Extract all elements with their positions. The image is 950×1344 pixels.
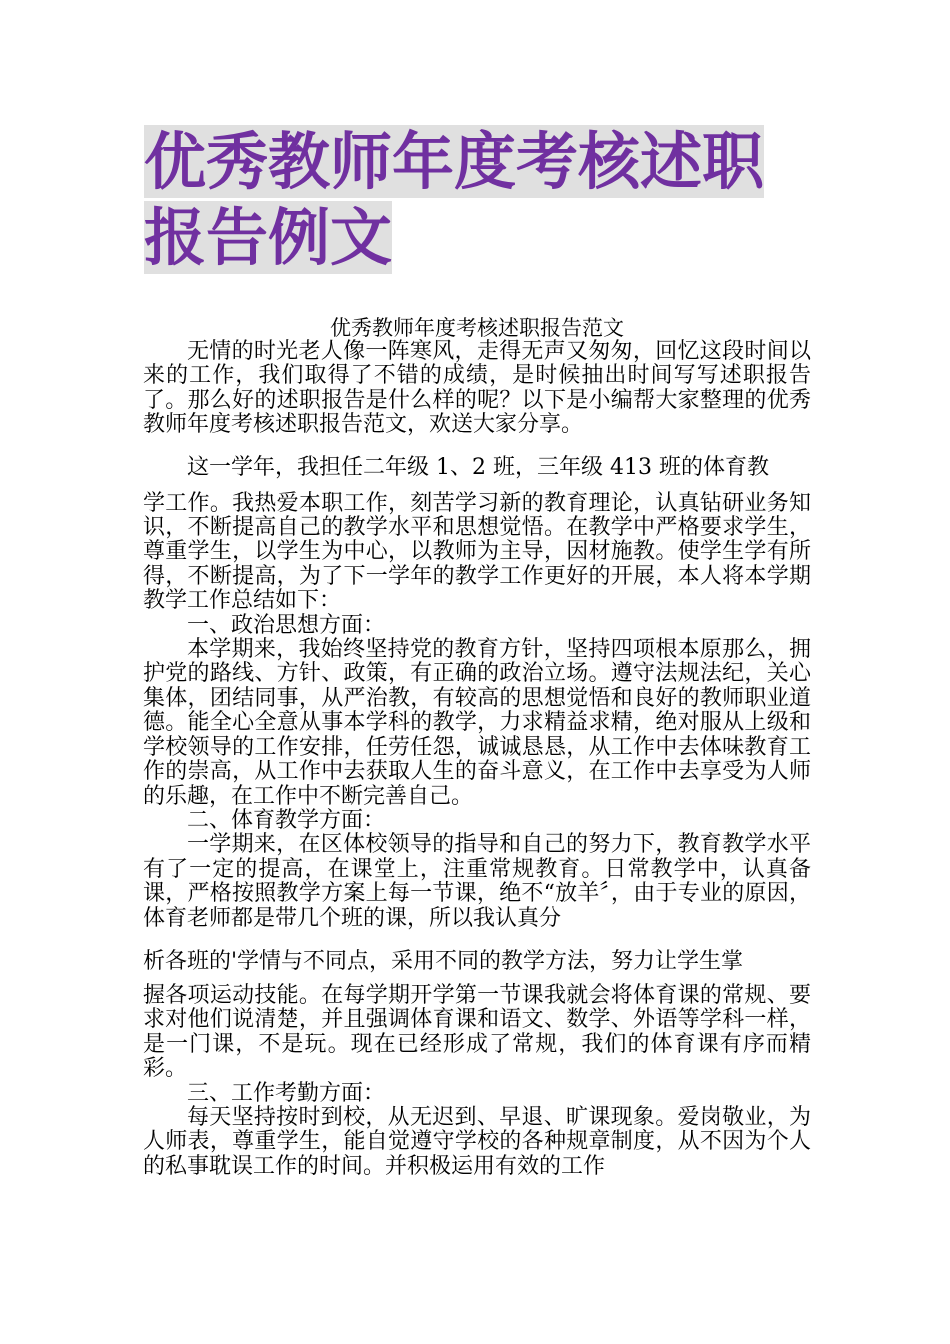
section-heading-teaching: 二、体育教学方面：: [187, 807, 386, 833]
paragraph-teaching: 一学期来，在区体校领导的指导和自己的努力下，教育教学水平有了一定的提高，在课堂上，注重常规教育。日常教学中，认真备课，严格按照教学方案上每一节课，绝不“放羊〞，由于专业的原因，体育老师都是带几个班的课，所以我认真分: [143, 832, 811, 931]
document-subtitle: 优秀教师年度考核述职报告范文: [330, 316, 624, 340]
document-body: [143, 316, 811, 1179]
paragraph-assignment: 这一学年，我担任二年级 1、2 班，三年级 413 班的体育教: [187, 454, 769, 480]
paragraph-politics: 本学期来，我始终坚持党的教育方针，坚持四项根本原那么，拥护党的路线、方针、政策，有正确的政治立场。遵守法规法纪，关心集体，团结同事，从严治教，有较高的思想觉悟和良好的教师职业道德。能全心全意从事本学科的教学，力求精益求精，绝对服从上级和学校领导的工作安排，任劳任怨，诚诚恳恳，从工作中去体味教育工作的崇高，从工作中去获取人生的奋斗意义，在工作中去享受为人师的乐趣，在工作中不断完善自己。: [143, 637, 811, 809]
document-title-text: 优秀教师年度考核述职报告例文: [144, 125, 765, 274]
paragraph-intro: 无情的时光老人像一阵寒风，走得无声又匆匆，回忆这段时间以来的工作，我们取得了不错的成绩，是时候抽出时间写写述职报告了。那么好的述职报告是什么样的呢？以下是小编帮大家整理的优秀教师年度考核述职报告范文，欢送大家分享。: [143, 339, 811, 438]
paragraph-teaching-end: 握各项运动技能。在每学期开学第一节课我就会将体育课的常规、要求对他们说清楚，并且强调体育课和语文、数学、外语等学科一样，是一门课，不是玩。现在已经形成了常规，我们的体育课有序而精彩。: [143, 982, 811, 1082]
paragraph-work-overview: 学工作。我热爱本职工作，刻苦学习新的教育理论，认真钻研业务知识，不断提高自己的教学水平和思想觉悟。在教学中严格要求学生，尊重学生，以学生为中心，以教师为主导，因材施教。使学生学有所得，不断提高，为了下一学年的教学工作更好的开展，本人将本学期教学工作总结如下：: [143, 490, 811, 614]
document-title: [144, 124, 814, 276]
section-heading-politics: 一、政治思想方面：: [187, 612, 386, 638]
paragraph-teaching-cont: 析各班的'学情与不同点，采用不同的教学方法，努力让学生掌: [143, 948, 744, 974]
section-heading-attendance: 三、工作考勤方面：: [187, 1080, 386, 1106]
paragraph-attendance: 每天坚持按时到校，从无迟到、早退、旷课现象。爱岗敬业，为人师表，尊重学生，能自觉遵守学校的各种规章制度，从不因为个人的私事耽误工作的时间。并积极运用有效的工作: [143, 1104, 811, 1179]
